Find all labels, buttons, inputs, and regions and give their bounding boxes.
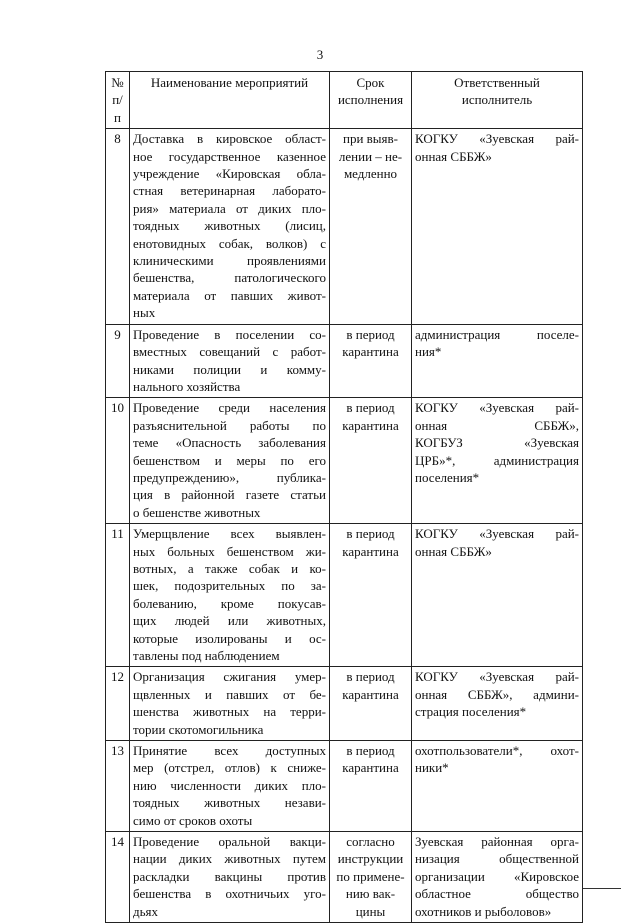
text-line: страция поселения* <box>415 704 527 720</box>
text-line: охотников и рыболовов» <box>415 903 552 919</box>
page-number: 3 <box>316 47 324 62</box>
text-line: раскладки вакцины против <box>133 868 326 884</box>
text-line: щих людей или животных, <box>133 613 326 629</box>
text-line: Принятие всех доступных <box>133 743 326 759</box>
measure-name <box>130 524 330 667</box>
text-line: ных <box>133 305 156 321</box>
text-line: Проведение в поселении со- <box>133 326 326 342</box>
responsible <box>412 129 583 324</box>
text-line: тавлены под наблюдением <box>133 648 280 663</box>
text-line: Проведение среди населения <box>133 400 326 416</box>
deadline <box>330 129 412 324</box>
text-line: инструкции <box>337 851 404 867</box>
text-line: лении – не- <box>338 148 403 164</box>
table-row <box>106 129 583 324</box>
text-line: п/п <box>112 92 123 125</box>
measure-name <box>130 832 330 923</box>
table-body <box>106 129 583 923</box>
text-line: симо от сроков охоты <box>133 812 253 828</box>
text-line: Умерщвление всех выявлен- <box>133 526 326 542</box>
text-line: КОГКУ «Зуевская рай- <box>415 526 579 542</box>
text-line: исполнитель <box>461 92 533 108</box>
text-line: карантина <box>342 417 399 433</box>
table-header-row <box>106 72 583 129</box>
table-row <box>106 741 583 832</box>
text-line: енотовидных собак, волков) с <box>133 235 326 251</box>
text-line: теме «Опасность заболевания <box>133 435 326 451</box>
header-responsible <box>412 72 583 129</box>
text-line: Организация сжигания умер- <box>133 669 326 685</box>
row-number: 14 <box>106 832 130 923</box>
text-line: поселения* <box>415 469 480 485</box>
text-line: карантина <box>342 344 399 360</box>
measure-name <box>130 667 330 741</box>
text-line: вместных совещаний с работ- <box>133 344 326 360</box>
text-line: Проведение оральной вакци- <box>133 834 326 850</box>
text-line: ния* <box>415 344 442 360</box>
text-line: тории скотомогильника <box>133 721 264 737</box>
text-line: нации диких животных путем <box>133 851 326 867</box>
text-line: ЦРБ»*, администрация <box>415 452 579 468</box>
text-line: при выяв- <box>343 131 398 147</box>
text-line: дьях <box>133 903 159 919</box>
text-line: охотпользователи*, охот- <box>415 743 579 759</box>
text-line: по примене- <box>336 868 405 884</box>
text-line: карантина <box>342 543 399 559</box>
text-line: № <box>111 75 124 90</box>
text-line: карантина <box>342 760 399 776</box>
text-line: онная СББЖ» <box>415 148 492 164</box>
table-row <box>106 524 583 667</box>
text-line: цины <box>355 903 386 919</box>
row-number: 12 <box>106 667 130 741</box>
text-line: рия» материала от диких пло- <box>133 200 326 216</box>
row-number: 10 <box>106 398 130 524</box>
text-line: исполнения <box>337 92 404 108</box>
header-deadline <box>330 72 412 129</box>
deadline <box>330 741 412 832</box>
text-line: шенства животных на терри- <box>133 704 326 720</box>
deadline <box>330 667 412 741</box>
text-line: КОГКУ «Зуевская рай- <box>415 131 579 147</box>
text-line: медленно <box>343 166 398 182</box>
header-measure-name <box>130 72 330 129</box>
measure-name <box>130 129 330 324</box>
responsible <box>412 832 583 923</box>
deadline <box>330 524 412 667</box>
text-line: администрация поселе- <box>415 326 579 342</box>
text-line: ники* <box>415 760 449 776</box>
text-line: в период <box>346 400 395 416</box>
table-row <box>106 398 583 524</box>
text-line: карантина <box>342 686 399 702</box>
text-line: стная ветеринарная лаборато- <box>133 183 326 199</box>
text-line: которые изолированы и ос- <box>133 630 326 646</box>
deadline <box>330 832 412 923</box>
text-line: учреждение «Кировская обла- <box>133 166 326 182</box>
text-line: щвленных и павших от бе- <box>133 686 326 702</box>
measure-name <box>130 398 330 524</box>
text-line: в период <box>346 526 395 542</box>
text-line: тоядных животных (лисиц, <box>133 218 326 234</box>
text-line: в период <box>346 743 395 759</box>
header-number <box>106 72 130 129</box>
responsible <box>412 741 583 832</box>
table-row <box>106 667 583 741</box>
text-line: онная СББЖ» <box>415 543 492 559</box>
text-line: нального хозяйства <box>133 378 241 394</box>
text-line: клиническими проявлениями <box>133 253 326 269</box>
text-line: организации «Кировское <box>415 868 579 884</box>
text-line: ное государственное казенное <box>133 148 326 164</box>
measures-table <box>105 71 583 923</box>
text-line: бешенством и меры по его <box>133 452 326 468</box>
responsible <box>412 398 583 524</box>
responsible <box>412 524 583 667</box>
table-row <box>106 832 583 923</box>
text-line: вотных, а также собак и ко- <box>133 560 326 576</box>
text-line: КОГБУЗ «Зуевская <box>415 435 579 451</box>
text-line: ных больных бешенством жи- <box>133 543 326 559</box>
text-line: шек, подозрительных по за- <box>133 578 326 594</box>
text-line: в период <box>346 669 395 685</box>
text-line: согласно <box>346 834 395 850</box>
responsible <box>412 667 583 741</box>
text-line: Доставка в кировское област- <box>133 131 326 147</box>
text-line: областное общество <box>415 886 579 902</box>
text-line: КОГКУ «Зуевская рай- <box>415 400 579 416</box>
text-line: материала от павших живот- <box>133 287 326 303</box>
text-line: низация общественной <box>415 851 579 867</box>
text-line: онная СББЖ», <box>415 417 579 433</box>
text-line: нию вак- <box>345 886 396 902</box>
text-line: Срок <box>356 75 385 90</box>
text-line: тоядных животных незави- <box>133 795 326 811</box>
footer-rule <box>583 888 621 889</box>
text-line: болеванию, кроме покусав- <box>133 595 326 611</box>
text-line: бешенства, патологического <box>133 270 326 286</box>
measure-name <box>130 324 330 398</box>
responsible <box>412 324 583 398</box>
table-row <box>106 324 583 398</box>
deadline <box>330 324 412 398</box>
text-line: разъяснительной работы по <box>133 417 326 433</box>
text-line: КОГКУ «Зуевская рай- <box>415 669 579 685</box>
row-number: 9 <box>106 324 130 398</box>
text-line: никами полиции и комму- <box>133 361 326 377</box>
row-number: 13 <box>106 741 130 832</box>
text-line: Ответственный <box>454 75 540 90</box>
deadline <box>330 398 412 524</box>
measure-name <box>130 741 330 832</box>
text-line: ция в районной газете статьи <box>133 487 326 503</box>
text-line: Зуевская районная орга- <box>415 834 579 850</box>
text-line: в период <box>346 326 395 342</box>
text-line: онная СББЖ», админи- <box>415 686 579 702</box>
row-number: 8 <box>106 129 130 324</box>
text-line: предупреждению», публика- <box>133 469 326 485</box>
text-line: нию численности диких пло- <box>133 777 326 793</box>
text-line: мер (отстрел, отлов) к сниже- <box>133 760 326 776</box>
row-number: 11 <box>106 524 130 667</box>
text-line: Наименование мероприятий <box>150 75 309 90</box>
text-line: бешенства в охотничьих уго- <box>133 886 326 902</box>
text-line: о бешенстве животных <box>133 504 261 520</box>
